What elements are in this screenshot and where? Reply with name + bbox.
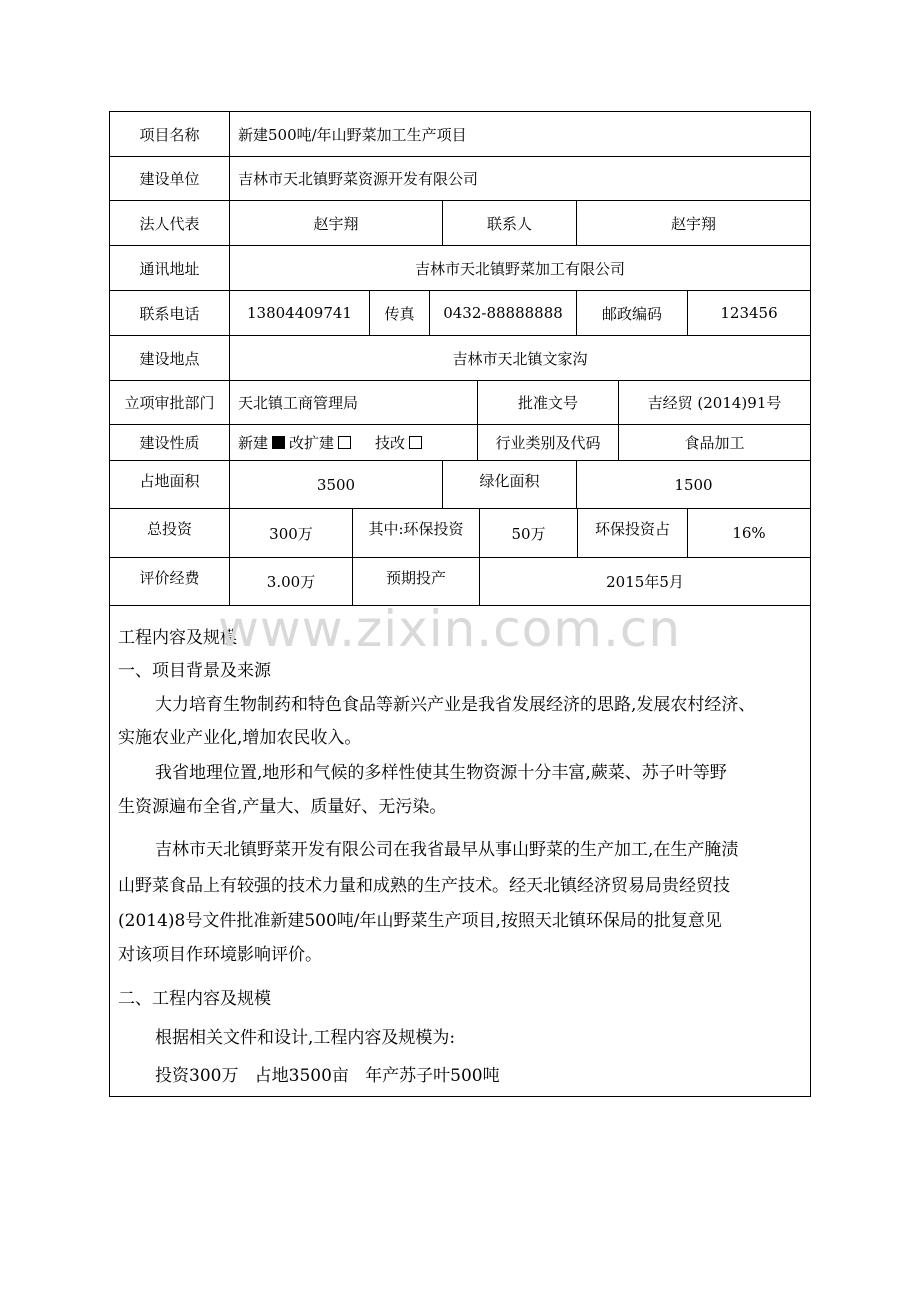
- row-fee: [110, 558, 810, 606]
- option-new-label: 新建: [238, 434, 269, 452]
- row-phone: [110, 291, 810, 336]
- row-area: [110, 461, 810, 509]
- row-construction-unit: [110, 157, 810, 201]
- paragraph-line: 投资300万 占地3500亩 年产苏子叶500吨: [155, 1066, 500, 1086]
- value-env-investment: 50万: [479, 509, 577, 557]
- label-industry: 行业类别及代码: [477, 425, 618, 460]
- value-area: 3500: [229, 461, 442, 508]
- value-fee: 3.00万: [229, 558, 352, 605]
- value-zip: 123456: [687, 291, 810, 335]
- label-project-name: 项目名称: [139, 125, 200, 144]
- section-title-scope: 二、工程内容及规模: [118, 989, 271, 1009]
- label-env-investment: 其中:环保投资: [352, 509, 479, 557]
- label-zip: 邮政编码: [576, 291, 687, 335]
- section-title-background: 一、项目背景及来源: [118, 661, 271, 681]
- label-approval: 立项审批部门: [124, 394, 215, 412]
- label-fee: 评价经费: [139, 569, 200, 587]
- label-start: 预期投产: [352, 558, 479, 605]
- checkbox-new[interactable]: [272, 436, 285, 449]
- option-tech-label: 技改: [375, 434, 406, 452]
- paragraph-line: 大力培育生物制药和特色食品等新兴产业是我省发展经济的思路,发展农村经济、: [155, 695, 756, 715]
- label-phone: 联系电话: [139, 304, 200, 323]
- value-construction-unit: 吉林市天北镇野菜资源开发有限公司: [229, 157, 810, 200]
- row-address: [110, 246, 810, 291]
- paragraph-line: 生资源遍布全省,产量大、质量好、无污染。: [118, 797, 447, 817]
- label-approval-doc: 批准文号: [477, 381, 618, 424]
- paragraph-line: 山野菜食品上有较强的技术力量和成熟的生产技术。经天北镇经济贸易局贵经贸技: [118, 876, 730, 896]
- value-legal-rep: 赵宇翔: [229, 201, 442, 245]
- value-address: 吉林市天北镇野菜加工有限公司: [229, 246, 810, 290]
- paragraph-line: 实施农业产业化,增加农民收入。: [118, 728, 362, 748]
- option-expand-label: 改扩建: [289, 434, 335, 452]
- value-site: 吉林市天北镇文家沟: [229, 336, 810, 380]
- paragraph-line: (2014)8号文件批准新建500吨/年山野菜生产项目,按照天北镇环保局的批复意见: [118, 911, 722, 931]
- label-address: 通讯地址: [139, 259, 200, 278]
- label-env-ratio: 环保投资占: [577, 509, 687, 557]
- label-area: 占地面积: [139, 472, 200, 490]
- value-start: 2015年5月: [479, 558, 810, 605]
- paragraph-line: 吉林市天北镇野菜开发有限公司在我省最早从事山野菜的生产加工,在生产腌渍: [155, 840, 739, 860]
- value-investment: 300万: [229, 509, 352, 557]
- row-legal-rep: [110, 201, 810, 246]
- content-heading: 工程内容及规模: [118, 628, 237, 648]
- value-industry: 食品加工: [618, 425, 810, 460]
- row-nature: [110, 425, 810, 461]
- value-env-ratio: 16%: [687, 509, 810, 557]
- nature-options: [229, 425, 477, 460]
- row-investment: [110, 509, 810, 558]
- label-nature: 建设性质: [139, 434, 200, 452]
- label-site: 建设地点: [139, 349, 200, 368]
- row-site: [110, 336, 810, 381]
- value-phone: 13804409741: [229, 291, 369, 335]
- value-project-name: 新建500吨/年山野菜加工生产项目: [229, 112, 810, 156]
- paragraph-line: 对该项目作环境影响评价。: [118, 945, 322, 965]
- checkbox-expand[interactable]: [338, 436, 351, 449]
- row-project-name: [110, 112, 810, 157]
- label-fax: 传真: [369, 291, 429, 335]
- label-legal-rep: 法人代表: [139, 214, 200, 233]
- row-approval: [110, 381, 810, 425]
- paragraph-line: 我省地理位置,地形和气候的多样性使其生物资源十分丰富,蕨菜、苏子叶等野: [155, 763, 727, 783]
- checkbox-tech[interactable]: [409, 436, 422, 449]
- value-contact: 赵宇翔: [576, 201, 810, 245]
- label-contact: 联系人: [442, 201, 576, 245]
- value-approval: 天北镇工商管理局: [229, 381, 477, 424]
- value-green-area: 1500: [576, 461, 810, 508]
- value-fax: 0432-88888888: [429, 291, 576, 335]
- value-approval-doc: 吉经贸 (2014)91号: [618, 381, 810, 424]
- label-green-area: 绿化面积: [442, 461, 576, 508]
- label-construction-unit: 建设单位: [139, 170, 200, 188]
- label-investment: 总投资: [146, 520, 192, 538]
- watermark: www.zixin.com.cn: [218, 600, 682, 658]
- paragraph-line: 根据相关文件和设计,工程内容及规模为:: [155, 1028, 456, 1048]
